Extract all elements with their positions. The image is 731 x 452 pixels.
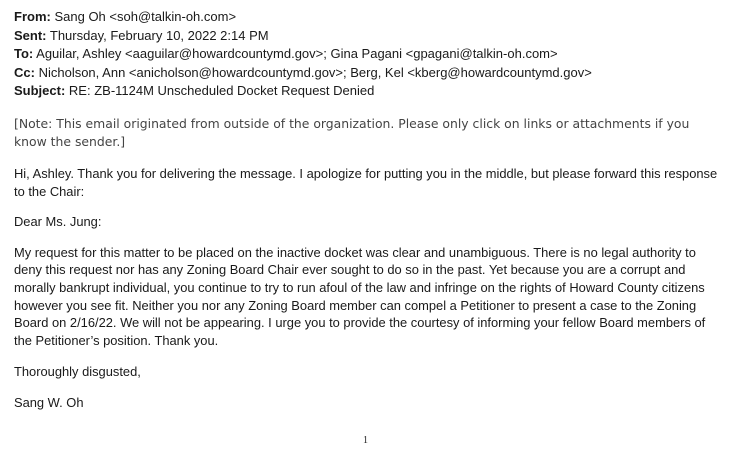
- signature: Sang W. Oh: [14, 394, 84, 410]
- subject-line: [14, 82, 726, 101]
- sent-label: Sent:: [14, 27, 47, 43]
- page-number: 1: [363, 435, 368, 446]
- cc-label: Cc:: [14, 64, 35, 80]
- external-sender-note: [Note: This email originated from outside of the organization. Please only click on links or attachments if you know the sender.]: [14, 115, 690, 149]
- intro-paragraph: Hi, Ashley. Thank you for delivering the message. I apologize for putting you in the middle, but please forward this response to the Chair:: [14, 165, 718, 199]
- from-line: [14, 8, 726, 27]
- cc-line: [14, 64, 726, 83]
- from-value: Sang Oh <soh@talkin-oh.com>: [54, 9, 237, 24]
- sent-line: [14, 27, 726, 46]
- main-paragraph: My request for this matter to be placed on the inactive docket was clear and unambiguous. There is no legal authority to deny this request nor has any Zoning Board Chair ever sought to do so in the past. Yet because you are a corrupt and morally bankrupt individual, you continue to try to run afoul of the law and infringe on the rights of Howard County citizens however you see fit. Neither you nor any Zoning Board member can compel a Petitioner to present a case to the Zoning Board on 2/16/22. We will not be appearing. I urge you to provide the courtesy of informing your fellow Board members of the Petitioner’s position. Thank you.: [14, 244, 706, 348]
- subject-label: Subject:: [14, 83, 66, 99]
- cc-value: Nicholson, Ann <anicholson@howardcountymd.gov>; Berg, Kel <kberg@howardcountymd.gov>: [38, 64, 592, 80]
- to-line: [14, 45, 726, 64]
- from-label: From:: [14, 9, 51, 24]
- to-label: To:: [14, 46, 34, 62]
- sent-value: Thursday, February 10, 2022 2:14 PM: [49, 27, 269, 43]
- email-document: [14, 8, 726, 412]
- to-value: Aguilar, Ashley <aaguilar@howardcountymd.gov>; Gina Pagani <gpagani@talkin-oh.com>: [36, 46, 558, 62]
- salutation: Dear Ms. Jung:: [14, 214, 102, 230]
- subject-value: RE: ZB-1124M Unscheduled Docket Request Denied: [68, 83, 375, 99]
- closing: Thoroughly disgusted,: [14, 364, 141, 380]
